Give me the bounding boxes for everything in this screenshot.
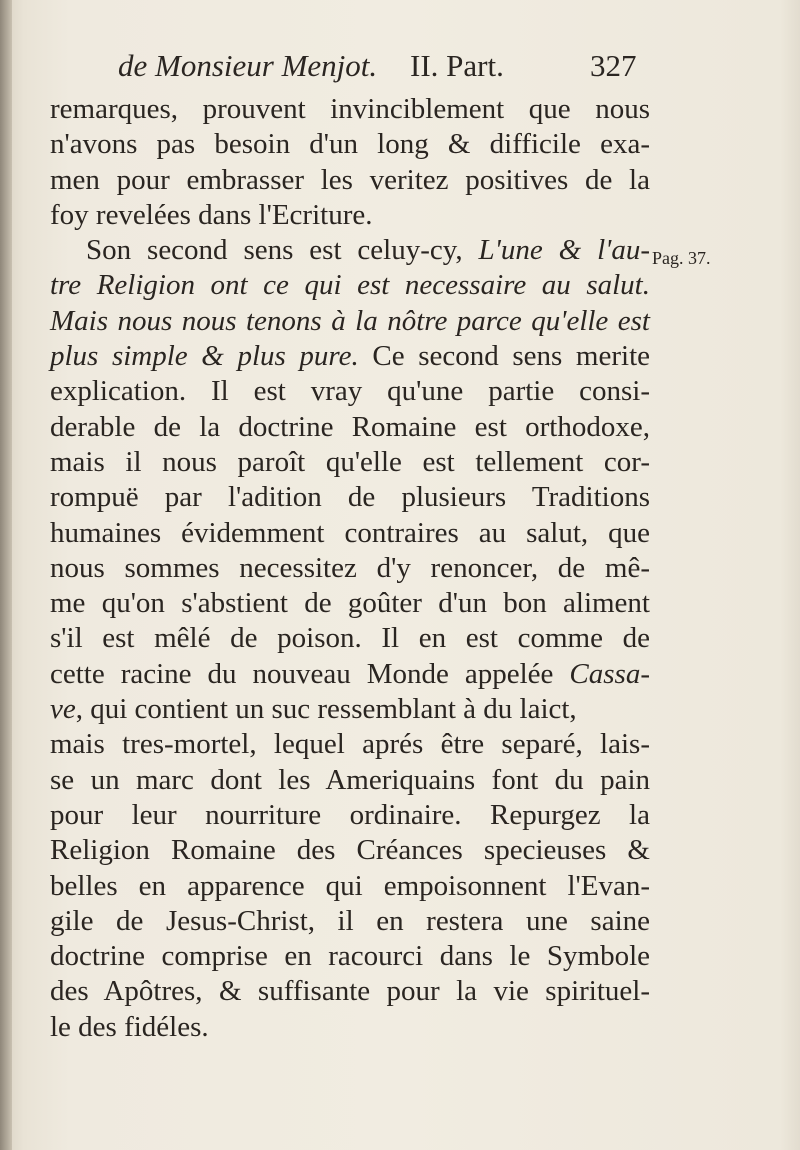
italic-fragment: L'une & l'au- — [478, 234, 650, 267]
text-line-italic: Mais nous nous tenons à la nôtre parce qu'elle est — [50, 304, 650, 337]
running-header — [0, 48, 800, 92]
page-number: 327 — [590, 48, 637, 83]
text-line: des Apôtres, & suffisante pour la vie spirituel- — [50, 975, 650, 1008]
text-line: doctrine comprise en racourci dans le Symbole — [50, 940, 650, 973]
text-fragment: Son second sens est celuy-cy, — [86, 234, 463, 267]
text-fragment: cette racine du nouveau Monde appelée — [50, 657, 554, 690]
text-fragment: , qui contient un suc ressemblant à du laict, — [75, 693, 577, 726]
italic-fragment: plus simple & plus pure. — [50, 340, 359, 373]
text-line-italic: tre Religion ont ce qui est necessaire au salut. — [50, 269, 650, 302]
margin-note: Pag. 37. — [652, 248, 711, 268]
page-gutter — [0, 0, 12, 1150]
text-line: foy revelées dans l'Ecriture. — [50, 198, 373, 231]
text-line: men pour embrasser les veritez positives de la — [50, 163, 650, 196]
text-line: mais tres-mortel, lequel aprés être separé, lais- — [50, 728, 650, 761]
text-line: se un marc dont les Ameriquains font du pain — [50, 763, 650, 796]
italic-fragment: Cassa- — [569, 657, 650, 690]
text-line: humaines évidemment contraires au salut, que — [50, 516, 650, 549]
running-title: de Monsieur Menjot. — [118, 48, 378, 83]
italic-fragment: ve — [50, 693, 76, 726]
text-line: n'avons pas besoin d'un long & difficile exa- — [50, 128, 650, 161]
text-line: Religion Romaine des Créances specieuses & — [50, 834, 650, 867]
text-line — [50, 233, 650, 268]
text-line: rompuë par l'adition de plusieurs Traditions — [50, 481, 650, 514]
text-line — [50, 657, 650, 692]
text-fragment: Ce second sens merite — [372, 340, 650, 373]
text-line: le des fidéles. — [50, 1010, 209, 1043]
text-line: me qu'on s'abstient de goûter d'un bon aliment — [50, 587, 650, 620]
text-line — [50, 339, 650, 374]
text-line: explication. Il est vray qu'une partie consi- — [50, 375, 650, 408]
part-label: II. Part. — [410, 48, 504, 83]
text-line: mais il nous paroît qu'elle est tellement cor- — [50, 445, 650, 478]
text-line: pour leur nourriture ordinaire. Repurgez la — [50, 798, 650, 831]
text-line: gile de Jesus-Christ, il en restera une saine — [50, 904, 650, 937]
text-line: nous sommes necessitez d'y renoncer, de mê- — [50, 551, 650, 584]
text-line: remarques, prouvent invinciblement que nous — [50, 93, 650, 125]
text-line: s'il est mêlé de poison. Il en est comme de — [50, 622, 650, 655]
text-line — [50, 692, 650, 727]
text-line: derable de la doctrine Romaine est orthodoxe, — [50, 410, 650, 443]
body-text — [50, 92, 650, 1045]
text-line: belles en apparence qui empoisonnent l'Evan- — [50, 869, 650, 902]
